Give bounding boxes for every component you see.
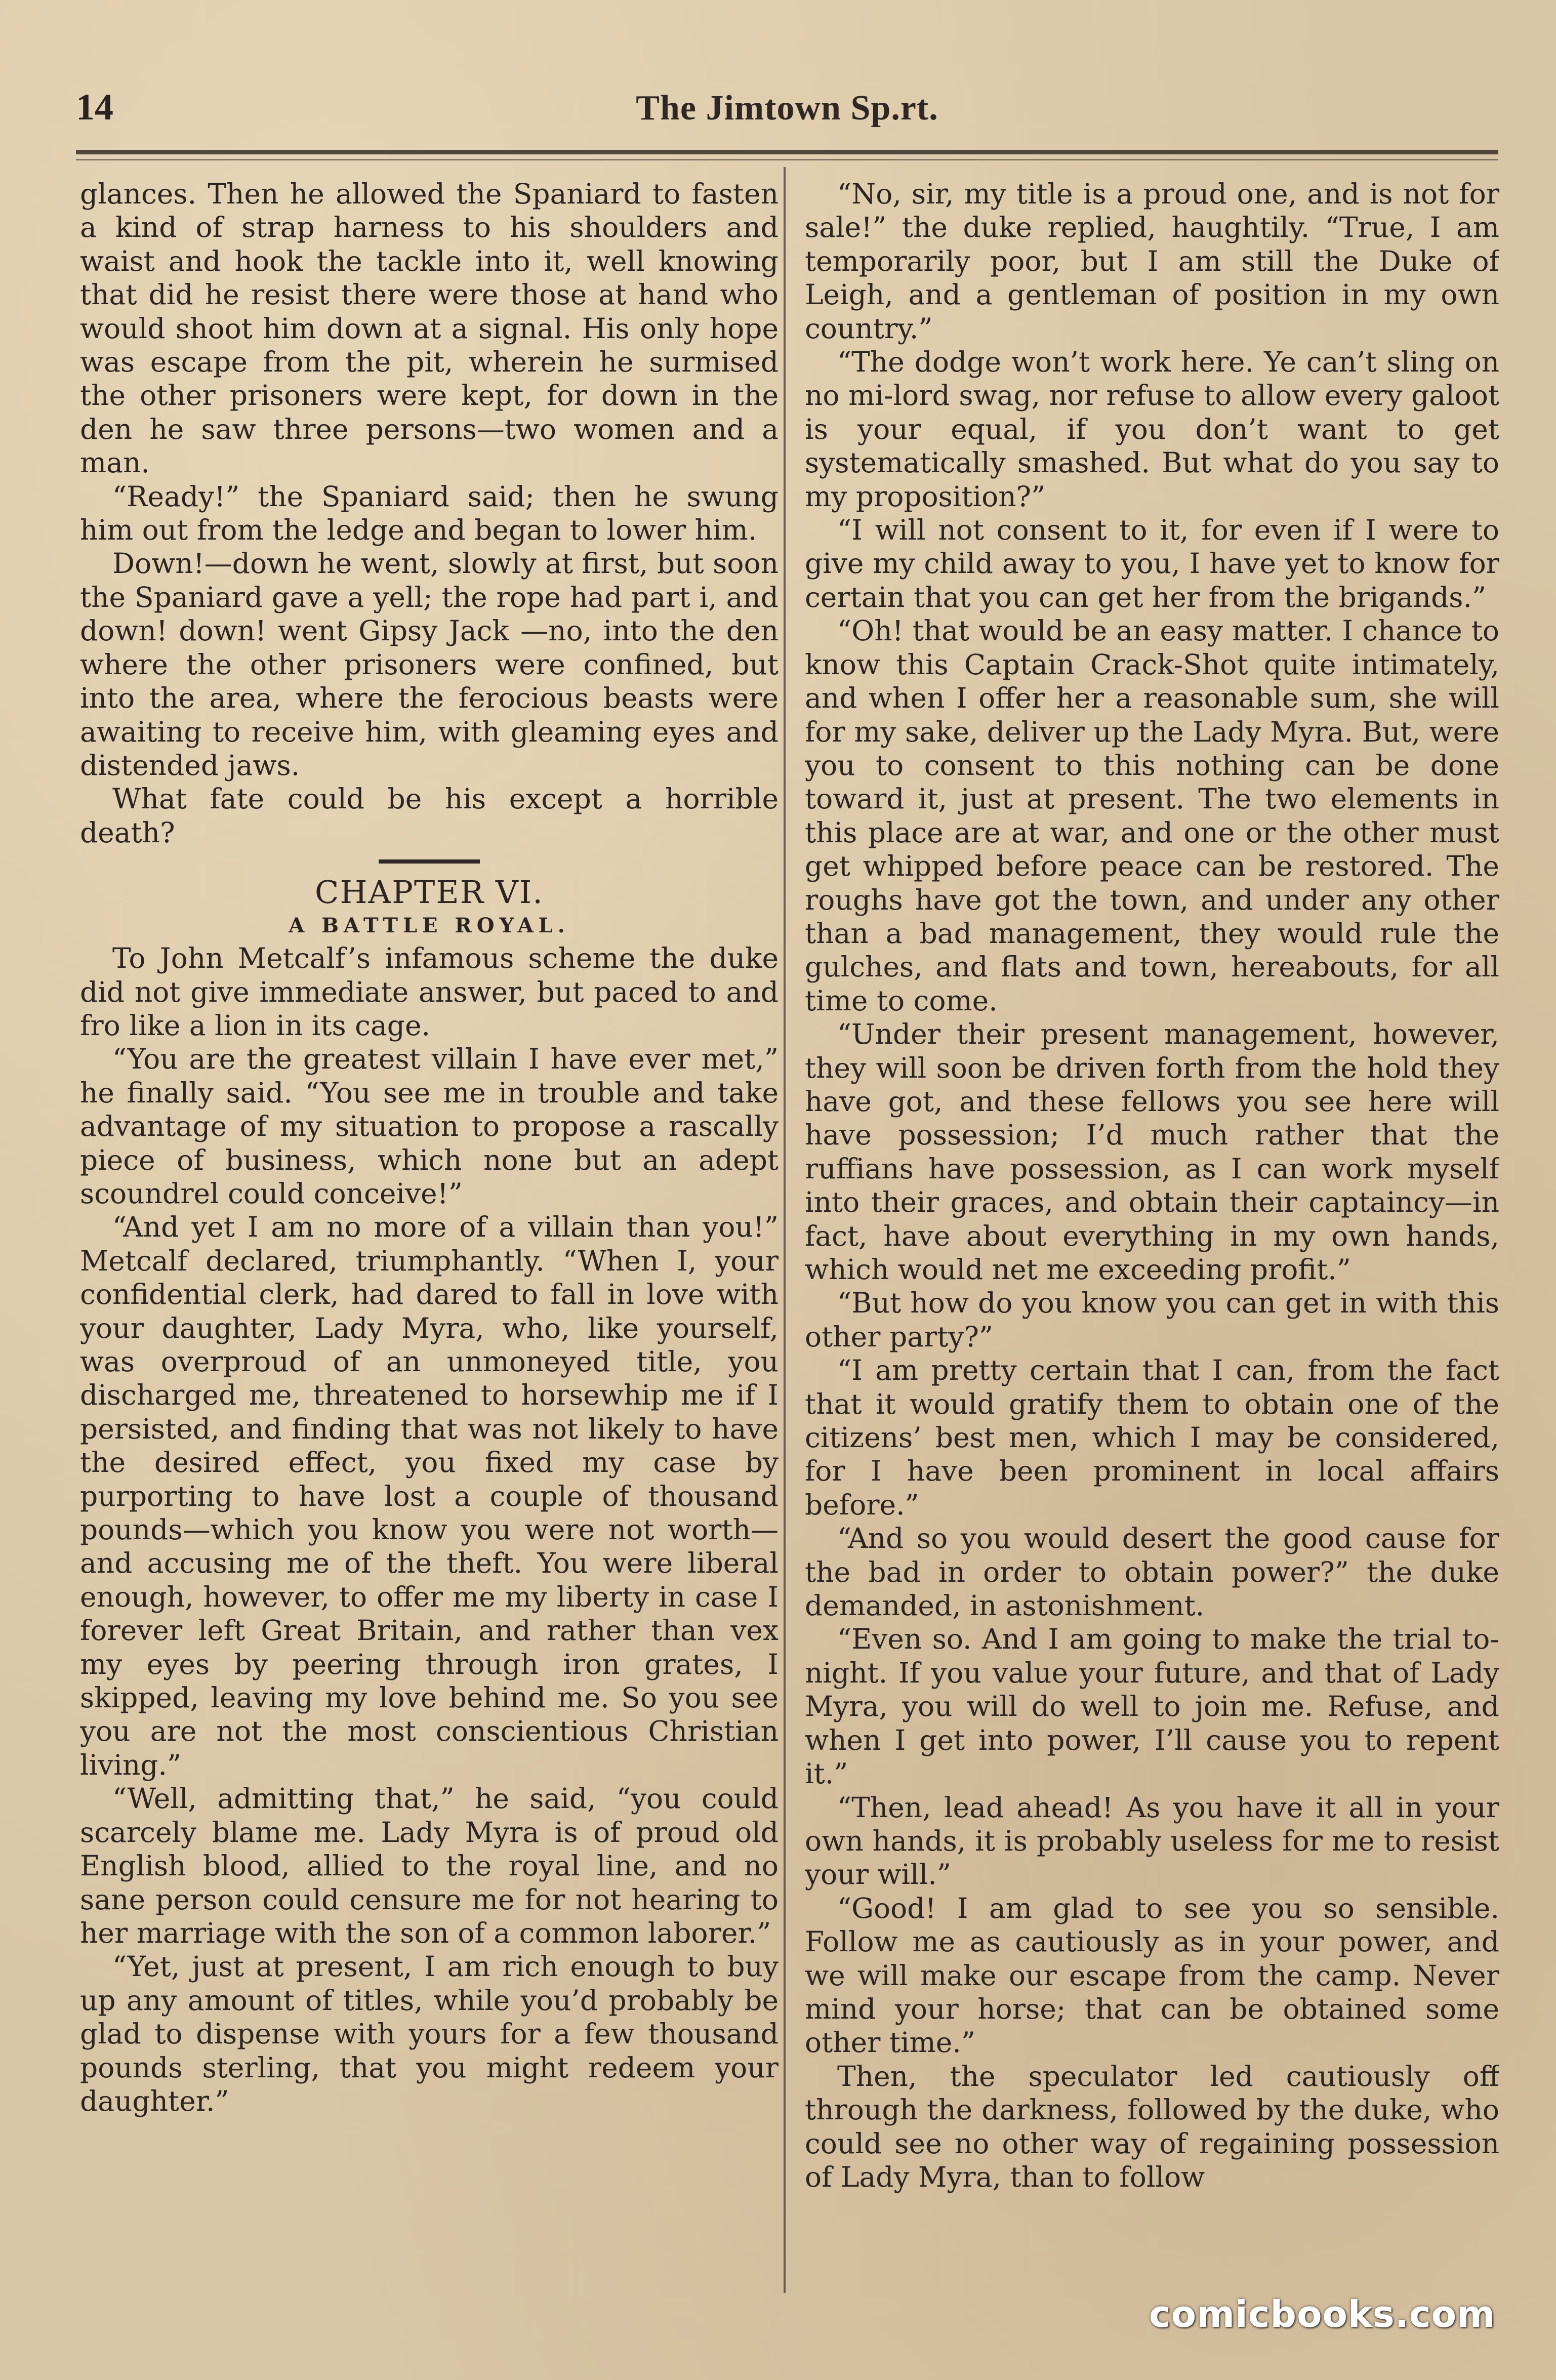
- site-watermark: comicbooks.com: [1149, 2293, 1496, 2335]
- paragraph: “Then, lead ahead! As you have it all in your own hands, it is probably useless for me to resist your will.”: [805, 1791, 1499, 1891]
- header-rule-thin: [76, 159, 1498, 160]
- paragraph: To John Metcalf’s infamous scheme the duke did not give immediate answer, but paced to and fro like a lion in its cage.: [80, 942, 779, 1042]
- page-number: 14: [76, 87, 113, 128]
- column-divider: [784, 167, 786, 2293]
- header-rule: [76, 150, 1498, 154]
- section-divider: [379, 859, 480, 864]
- paragraph: “And so you would desert the good cause for the bad in order to obtain power?” the duke demanded, in astonishment.: [805, 1522, 1499, 1622]
- paragraph: “Under their present management, however, they will soon be driven forth from the hold they have got, and these fellows you see here will have possession; I’d much rather that the ruffians have possession, as I can work myself into their graces, and obtain their captaincy—in fact, have about everything in my own hands, which would net me exceeding profit.”: [805, 1018, 1499, 1286]
- paragraph: “I will not consent to it, for even if I were to give my child away to you, I have yet to know for certain that you can get her from the brigands.”: [805, 514, 1499, 613]
- paragraph: “Well, admitting that,” he said, “you could scarcely blame me. Lady Myra is of proud old English blood, allied to the royal line, and no sane person could censure me for not hearing to her marriage with the son of a common laborer.”: [80, 1782, 779, 1949]
- paragraph: “Yet, just at present, I am rich enough to buy up any amount of titles, while you’d probably be glad to dispense with yours for a few thousand pounds sterling, that you might redeem your daughter.”: [80, 1950, 779, 2117]
- chapter-title: CHAPTER VI.: [315, 874, 544, 911]
- paragraph: “Good! I am glad to see you so sensible. Follow me as cautiously as in your power, and we will make our escape from the camp. Never mind your horse; that can be obtained some other time.”: [805, 1892, 1499, 2059]
- paragraph: Then, the speculator led cautiously off through the darkness, followed by the duke, who could see no other way of regaining possession of Lady Myra, than to follow: [805, 2060, 1499, 2193]
- paragraph: “Ready!” the Spaniard said; then he swung him out from the ledge and began to lower him.: [80, 480, 779, 547]
- page-header: [76, 81, 1498, 137]
- running-title: The Jimtown Sp.rt.: [636, 89, 938, 128]
- paragraph: “I am pretty certain that I can, from the fact that it would gratify them to obtain one of the citizens’ best men, which I may be considered, for I have been prominent in local affairs before.”: [805, 1354, 1499, 1521]
- paragraph: “Even so. And I am going to make the trial to-night. If you value your future, and that of Lady Myra, you will do well to join me. Refuse, and when I get into power, I’ll cause you to repent it.”: [805, 1623, 1499, 1790]
- paragraph: “Oh! that would be an easy matter. I chance to know this Captain Crack-Shot quite intimately, and when I offer her a reasonable sum, she will for my sake, deliver up the Lady Myra. But, were you to consent to this nothing can be done toward it, just at present. The two elements in this place are at war, and one or the other must get whipped before peace can be restored. The roughs have got the town, and under any other than a bad management, they would rule the gulches, and flats and town, hereabouts, for all time to come.: [805, 614, 1499, 1017]
- right-column: [805, 177, 1499, 2303]
- paragraph: “The dodge won’t work here. Ye can’t sling on no mi-lord swag, nor refuse to allow every galoot is your equal, if you don’t want to get systematically smashed. But what do you say to my proposition?”: [805, 346, 1499, 513]
- paragraph: “And yet I am no more of a villain than you!” Metcalf declared, triumphantly. “When I, your confidential clerk, had dared to fall in love with your daughter, Lady Myra, who, like yourself, was overproud of an unmoneyed title, you discharged me, threatened to horsewhip me if I persisted, and finding that was not likely to have the desired effect, you fixed my case by purporting to have lost a couple of thousand pounds—which you know you were not worth—and accusing me of the theft. You were liberal enough, however, to offer me my liberty in case I forever left Great Britain, and rather than vex my eyes by peering through iron grates, I skipped, leaving my love behind me. So you see you are not the most conscientious Christian living.”: [80, 1211, 779, 1781]
- paragraph: “No, sir, my title is a proud one, and is not for sale!” the duke replied, haughtily. “True, I am temporarily poor, but I am still the Duke of Leigh, and a gentleman of position in my own country.”: [805, 178, 1499, 345]
- paragraph: “But how do you know you can get in with this other party?”: [805, 1287, 1499, 1353]
- left-column: [80, 177, 779, 2303]
- paragraph: “You are the greatest villain I have ever met,” he finally said. “You see me in trouble and take advantage of my situation to propose a rascally piece of business, which none but an adept scoundrel could conceive!”: [80, 1043, 779, 1210]
- paragraph: glances. Then he allowed the Spaniard to fasten a kind of strap harness to his shoulders and waist and hook the tackle into it, well knowing that did he resist there were those at hand who would shoot him down at a signal. His only hope was escape from the pit, wherein he surmised the other prisoners were kept, for down in the den he saw three persons—two women and a man.: [80, 178, 779, 479]
- paragraph: What fate could be his except a horrible death?: [80, 783, 779, 849]
- paragraph: Down!—down he went, slowly at first, but soon the Spaniard gave a yell; the rope had part i, and down! down! went Gipsy Jack —no, into the den where the other prisoners were confined, but into the area, where the ferocious beasts were awaiting to receive him, with gleaming eyes and distended jaws.: [80, 547, 779, 782]
- chapter-subtitle: A BATTLE ROYAL.: [289, 914, 570, 938]
